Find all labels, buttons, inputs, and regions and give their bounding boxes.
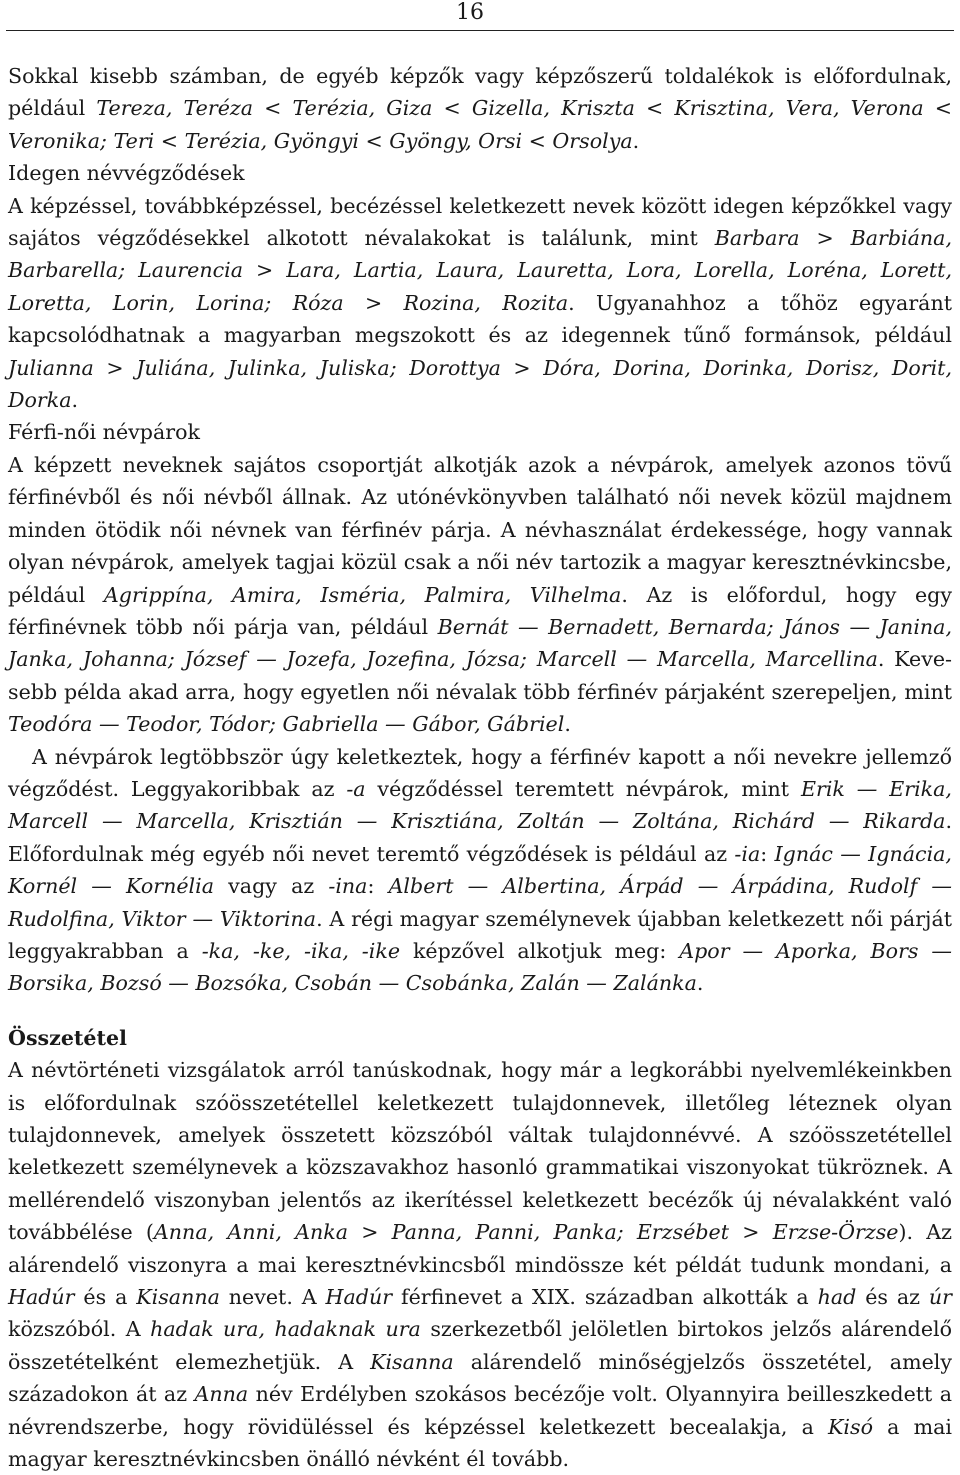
text: alárendelő minőségjelzős összetétel, amely századokon át az <box>8 1349 953 1407</box>
text: . <box>71 388 79 413</box>
page-number: 16 <box>456 0 484 25</box>
italic-text: -ka, -ke, -ika, -ike <box>201 938 401 963</box>
text: képzővel alkotjuk meg: <box>400 938 680 963</box>
italic-text: Bernát — Bernadett, Bernarda; János — Janina, Janka, Johanna; József — Jozefa, Jozefina, Józsa; Marcell — Marcella, Marcellina <box>8 614 952 672</box>
text: Sokkal kisebb számban, de egyéb képzők vagy képzőszerű toldalékok is előfordulnak, például <box>8 64 952 121</box>
italic-text: Julianna > Juliána, Julinka, Juliska; Dorottya > Dóra, Dorina, Dorinka, Dorisz, Dorit, Dorka <box>8 355 952 413</box>
text: . Az is előfordul, hogy egy férfinévnek több női párja van, például <box>8 582 952 639</box>
paragraph <box>8 449 952 741</box>
italic-text: -ia <box>734 841 761 866</box>
text: és az <box>856 1285 929 1310</box>
italic-text: Apor — Aporka, Bors — Borsika, Bozsó — Bozsóka, Csobán — Csobánka, Zalán — Zalánka <box>8 938 953 996</box>
text: A képzett neveknek sajátos csoportját alkotják azok a névpárok, amelyek azonos tövű férfinévből és női névből állnak. Az utónévkönyvben található női nevek közül majdnem minden ötödik női névnek van férfinév párja. A névhasználat érdekessége, hogy vannak olyan névpárok, amelyek tagjai közül csak a női név tartozik a magyar keresztnévkincsbe, például <box>8 452 952 607</box>
italic-text: Anna, Anni, Anka > Panna, Panni, Panka; Erzsébet > Erzse-Örzse <box>153 1220 899 1245</box>
text: . <box>564 712 571 737</box>
text: szerkezetből jelöletlen birtokos jelzős alárendelő összetételként elemezhetjük. A <box>8 1317 952 1374</box>
text: A képzéssel, továbbképzéssel, becézéssel keletkezett nevek között idegen képzőkkel vagy sajátos végződésekkel alkotott névalakokat is találunk, mint <box>8 193 952 251</box>
text: . Előfordulnak még egyéb női nevet teremtő végződések is például az <box>8 809 952 866</box>
italic-text: hadak ura, hadaknak ura <box>150 1317 421 1342</box>
text: a mai magyar keresztnévkincsben önálló névként él tovább. <box>8 1414 952 1472</box>
text: ). Az alárendelő viszonyra a mai keresztnévkincsből mindössze két példát tudunk mondani, a <box>8 1220 952 1277</box>
subheading: Férfi-női névpárok <box>8 420 200 445</box>
italic-text: Ignác — Ignácia, Kornél — Kornélia <box>8 841 952 899</box>
text: végződéssel teremtett névpárok, mint <box>365 776 801 801</box>
italic-text: úr <box>928 1285 952 1310</box>
text: : <box>367 874 389 899</box>
paragraph <box>8 190 952 417</box>
italic-text: Hadúr <box>325 1285 393 1310</box>
italic-text: -a <box>346 776 366 801</box>
header-rule <box>6 30 954 31</box>
paragraph <box>8 1054 952 1475</box>
italic-text: Barbara > Barbiána, Barbarella; Laurencia > Lara, Lartia, Laura, Lauretta, Lora, Lorella, Loréna, Lorett, Loretta, Lorin, Lorina; Róza > Rozina, Rozita <box>8 226 953 315</box>
italic-text: Anna <box>194 1382 249 1407</box>
italic-text: Kisanna <box>136 1285 220 1310</box>
italic-text: Erik — Erika, Marcell — Marcella, Krisztián — Krisztiána, Zoltán — Zoltána, Richárd — Rikarda <box>8 776 952 834</box>
text: . <box>632 128 640 153</box>
italic-text: Teodóra — Teodor, Tódor; Gabriella — Gábor, Gábriel <box>8 712 565 737</box>
text: A névtörténeti vizsgálatok arról tanúskodnak, hogy már a legkorábbi nyelvemlékeinkben is előfordulnak szóösszetétellel keletkezett tulajdonnevek, illetőleg léteznek olyan tulajdonnevek, amelyek összetett közszóból váltak tulajdonnévvé. A szóösszetétellel keletkezett személynevek a közszavakhoz hasonló grammatikai viszonyokat tükröznek. A mellérendelő viszonyban jelentős az ikerítéssel keletkezett becézők új névalakként való továbbélése ( <box>8 1058 952 1245</box>
text: . Kevesebb példa akad arra, hogy egyetlen női névalak több férfinév párjaként szerepeljen, mint <box>8 647 952 704</box>
subheading: Idegen névvégződések <box>8 161 245 186</box>
text: férfinevet a XIX. században alkották a <box>392 1285 818 1310</box>
italic-text: Kisanna <box>370 1349 454 1374</box>
text: nevet. A <box>219 1285 326 1310</box>
italic-text: -ina <box>328 874 368 899</box>
section-heading: Összetétel <box>8 1025 127 1050</box>
italic-text: had <box>817 1285 857 1310</box>
text: . A régi magyar személynevek újabban keletkezett női párját leggyakrabban a <box>8 906 952 963</box>
italic-text: Hadúr <box>8 1285 75 1310</box>
section-spacer <box>8 1000 952 1022</box>
italic-text: Kisó <box>828 1414 873 1439</box>
italic-text: Albert — Albertina, Árpád — Árpádina, Rudolf — Rudolfina, Viktor — Viktorina <box>8 874 952 931</box>
text: : <box>760 841 775 866</box>
paragraph <box>8 741 952 1000</box>
text: és a <box>74 1285 137 1310</box>
text: név Erdélyben szokásos becézője volt. Olyannyira beilleszkedett a névrendszerbe, hogy rövidüléssel és képzéssel keletkezett becealakja, a <box>8 1382 952 1439</box>
italic-text: Agrippína, Amira, Isméria, Palmira, Vilhelma <box>103 582 622 607</box>
page-body <box>8 60 952 1475</box>
italic-text: Tereza, Teréza < Terézia, Giza < Gizella, Kriszta < Krisztina, Vera, Verona < Veronika; Teri < Terézia, Gyöngyi < Gyöngy, Orsi < Orsolya <box>8 96 952 153</box>
text: . Ugyanahhoz a tőhöz egyaránt kapcsolódhatnak a magyarban megszokott és az idegennek tűnő formánsok, például <box>8 290 952 348</box>
text: vagy az <box>214 874 329 899</box>
paragraph <box>8 60 952 157</box>
text: . <box>696 971 704 996</box>
text: A névpárok legtöbbször úgy keletkeztek, hogy a férfinév kapott a női nevekre jellemző végződést. Leggyakoribbak az <box>8 744 952 801</box>
text: közszóból. A <box>8 1317 151 1342</box>
